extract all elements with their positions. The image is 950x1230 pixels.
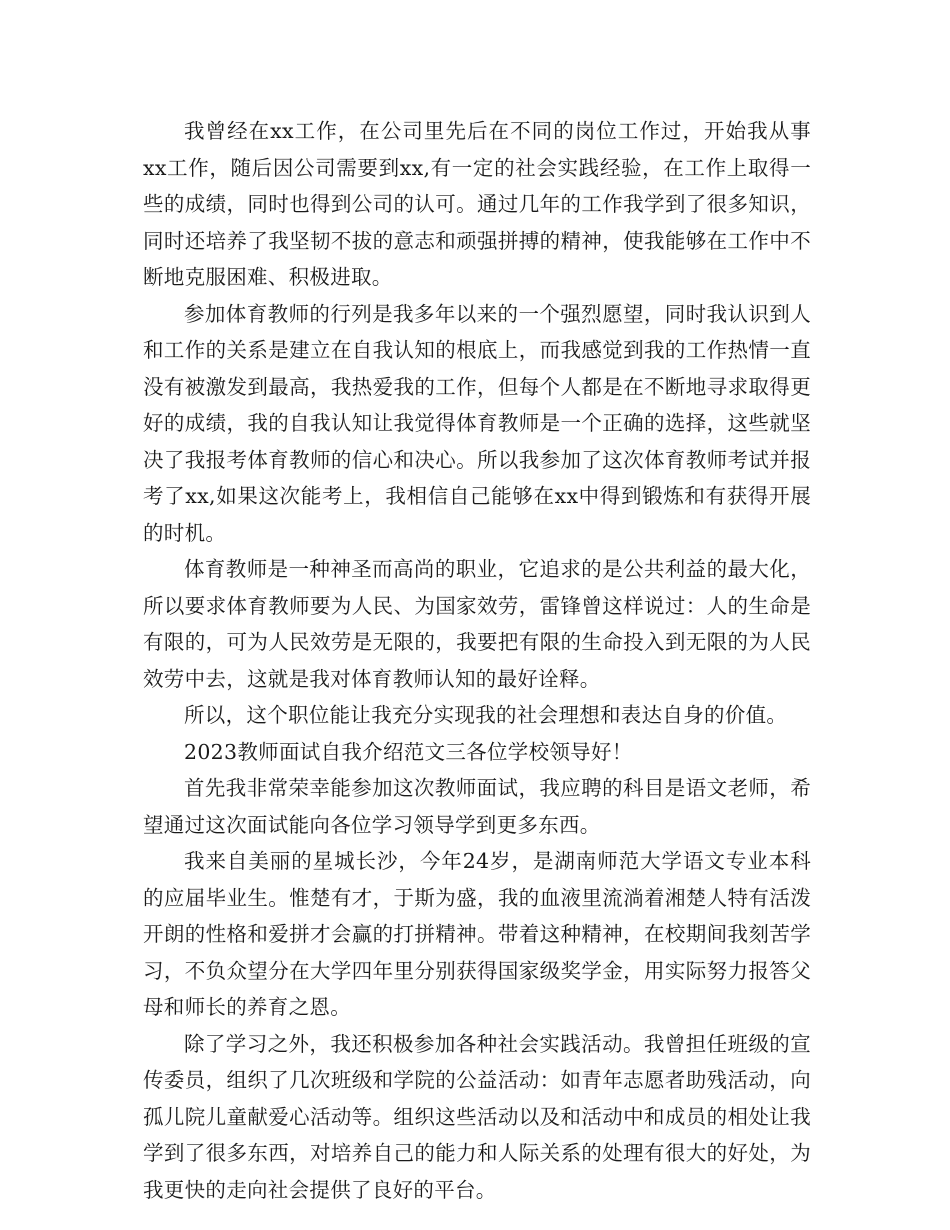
paragraph-work-experience: 我曾经在xx工作，在公司里先后在不同的岗位工作过，开始我从事xx工作，随后因公司需要到xx,有一定的社会实践经验，在工作上取得一些的成绩，同时也得到公司的认可。通过几年的工作我学到了很多知识，同时还培养了我坚韧不拔的意志和顽强拼搏的精神，使我能够在工作中不断地克服困难、积极进取。	[143, 119, 811, 289]
paragraph-background: 我来自美丽的星城长沙，今年24岁，是湖南师范大学语文专业本科的应届毕业生。惟楚有才，于斯为盛，我的血液里流淌着湘楚人特有活泼开朗的性格和爱拼才会赢的打拼精神。带着这种精神，在校期间我刻苦学习，不负众望分在大学四年里分别获得国家级奖学金，用实际努力报答父母和师长的养育之恩。	[143, 849, 811, 1019]
paragraph-conclusion: 所以，这个职位能让我充分实现我的社会理想和表达自身的价值。	[184, 703, 788, 727]
paragraph-activities: 除了学习之外，我还积极参加各种社会实践活动。我曾担任班级的宣传委员，组织了几次班级和学院的公益活动：如青年志愿者助残活动，向孤儿院儿童献爱心活动等。组织这些活动以及和活动中和成员的相处让我学到了很多东西，对培养自己的能力和人际关系的处理有很大的好处，为我更快的走向社会提供了良好的平台。	[143, 1031, 811, 1202]
paragraph-motivation: 参加体育教师的行列是我多年以来的一个强烈愿望，同时我认识到人和工作的关系是建立在自我认知的根底上，而我感觉到我的工作热情一直没有被激发到最高，我热爱我的工作，但每个人都是在不断地寻求取得更好的成绩，我的自我认知让我觉得体育教师是一个正确的选择，这些就坚决了我报考体育教师的信心和决心。所以我参加了这次体育教师考试并报考了xx,如果这次能考上，我相信自己能够在xx中得到锻炼和有获得开展的时机。	[143, 301, 811, 545]
document-body	[143, 113, 811, 1208]
paragraph-opening: 首先我非常荣幸能参加这次教师面试，我应聘的科目是语文老师，希望通过这次面试能向各位学习领导学到更多东西。	[143, 776, 811, 837]
paragraph-sample-three-heading: 2023教师面试自我介绍范文三各位学校领导好！	[184, 739, 633, 764]
paragraph-teacher-calling: 体育教师是一种神圣而高尚的职业，它追求的是公共利益的最大化，所以要求体育教师要为人民、为国家效劳，雷锋曾这样说过：人的生命是有限的，可为人民效劳是无限的，我要把有限的生命投入到无限的为人民效劳中去，这就是我对体育教师认知的最好诠释。	[143, 557, 811, 691]
